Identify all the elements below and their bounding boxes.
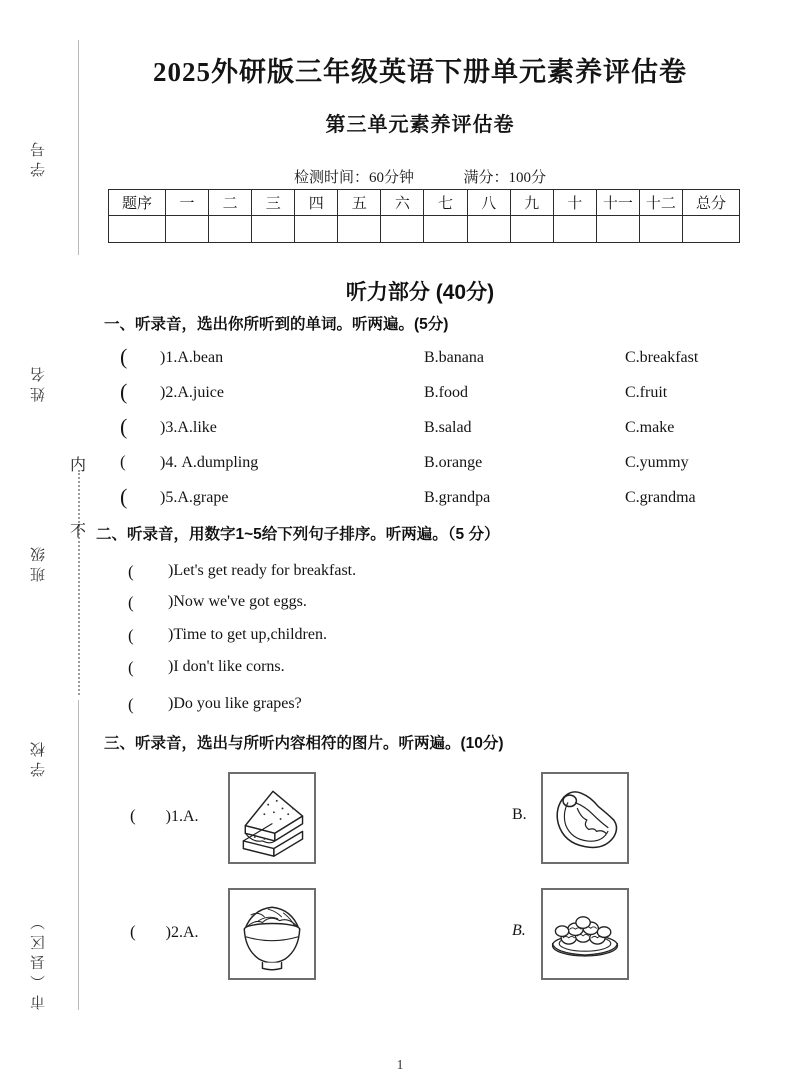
- seal-field-student-id: 学号: [30, 137, 47, 177]
- exam-meta: [100, 166, 740, 187]
- picture-option-b-label: B.: [512, 806, 527, 823]
- score-cell[interactable]: [553, 216, 596, 243]
- word-choice-row: [120, 379, 740, 412]
- score-cell[interactable]: [467, 216, 510, 243]
- score-cell[interactable]: [109, 216, 166, 243]
- question-3-heading: 三、听录音，选出与所听内容相符的图片。听两遍。(10分): [104, 735, 504, 752]
- score-table-header-cell: 八: [467, 190, 510, 216]
- question-1-heading: 一、听录音，选出你所听到的单词。听两遍。(5分): [104, 316, 449, 333]
- score-table-header-cell: 二: [209, 190, 252, 216]
- order-blank-paren[interactable]: (: [128, 593, 134, 612]
- word-choice-row: [120, 484, 740, 517]
- score-cell[interactable]: [424, 216, 467, 243]
- score-cell[interactable]: [596, 216, 639, 243]
- option-a[interactable]: )4. A.dumpling: [160, 454, 259, 471]
- ordering-row: [128, 658, 728, 688]
- score-table-header-cell: 九: [510, 190, 553, 216]
- answer-blank-paren[interactable]: (: [120, 379, 128, 404]
- score-cell[interactable]: [381, 216, 424, 243]
- option-c[interactable]: C.grandma: [625, 489, 696, 506]
- ordering-sentence: )Time to get up,children.: [168, 626, 327, 643]
- score-table-header-row: [109, 190, 740, 216]
- picture-option-b-box[interactable]: [541, 888, 629, 980]
- seal-notice-char-nei: 内: [70, 457, 87, 474]
- ordering-sentence: )Do you like grapes?: [168, 695, 302, 712]
- score-table-header-cell: 一: [166, 190, 209, 216]
- score-cell[interactable]: [683, 216, 740, 243]
- option-c[interactable]: C.make: [625, 419, 675, 436]
- seal-rule-top: [78, 40, 79, 255]
- score-table-header-cell: 总分: [683, 190, 740, 216]
- page-number: 1: [396, 1058, 404, 1073]
- option-c[interactable]: C.breakfast: [625, 349, 699, 366]
- score-table-header-cell: 六: [381, 190, 424, 216]
- ordering-sentence: )Let's get ready for breakfast.: [168, 562, 357, 579]
- page-subtitle: 第三单元素养评估卷: [325, 114, 515, 136]
- page-title: 2025外研版三年级英语下册单元素养评估卷: [153, 57, 687, 87]
- seal-margin: [0, 0, 100, 1092]
- picture-item-label[interactable]: [130, 806, 199, 826]
- answer-blank-paren[interactable]: (: [120, 452, 126, 471]
- option-a[interactable]: )3.A.like: [160, 419, 217, 436]
- ordering-row: [128, 593, 728, 623]
- answer-blank-paren[interactable]: (: [120, 414, 128, 439]
- option-a[interactable]: )2.A.juice: [160, 384, 224, 401]
- order-blank-paren[interactable]: (: [128, 626, 134, 645]
- score-table: [108, 189, 740, 243]
- option-c[interactable]: C.yummy: [625, 454, 689, 471]
- word-choice-row: [120, 344, 740, 377]
- score-cell[interactable]: [510, 216, 553, 243]
- option-a[interactable]: )5.A.grape: [160, 489, 229, 506]
- order-blank-paren[interactable]: (: [128, 695, 134, 714]
- seal-notice-char-bu: 不: [70, 523, 87, 540]
- score-cell[interactable]: [639, 216, 682, 243]
- order-blank-paren[interactable]: (: [128, 658, 134, 677]
- picture-option-a-label: )1.A.: [165, 808, 199, 825]
- exam-duration: 检测时间：60分钟: [293, 170, 414, 186]
- seal-field-city-county: 市（县区）: [30, 910, 47, 1010]
- seal-dotted-line: [78, 470, 80, 695]
- ordering-row: [128, 562, 728, 592]
- answer-blank-paren[interactable]: (: [120, 484, 128, 509]
- noodle-bowl-icon: [230, 890, 314, 978]
- score-cell[interactable]: [295, 216, 338, 243]
- score-cell[interactable]: [252, 216, 295, 243]
- picture-option-b-label: B.: [512, 922, 526, 939]
- score-cell[interactable]: [209, 216, 252, 243]
- seal-rule-bottom: [78, 700, 79, 1010]
- score-cell[interactable]: [338, 216, 381, 243]
- seal-field-class: 班级: [30, 542, 47, 582]
- option-b[interactable]: B.orange: [424, 454, 483, 471]
- ordering-row: [128, 626, 728, 656]
- answer-blank-paren[interactable]: (: [120, 344, 128, 369]
- dumpling-plate-icon: [543, 890, 627, 978]
- picture-option-a-box[interactable]: [228, 888, 316, 980]
- option-b[interactable]: B.grandpa: [424, 489, 491, 506]
- ordering-sentence: )Now we've got eggs.: [168, 593, 307, 610]
- option-c[interactable]: C.fruit: [625, 384, 668, 401]
- score-table-header-cell: 十一: [596, 190, 639, 216]
- exam-total-score: 满分：100分: [463, 170, 547, 186]
- option-b[interactable]: B.banana: [424, 349, 484, 366]
- sandwich-icon: [230, 774, 314, 862]
- picture-option-b-box[interactable]: [541, 772, 629, 864]
- score-table-header-cell: 七: [424, 190, 467, 216]
- picture-option-a-label: )2.A.: [165, 924, 199, 941]
- word-choice-row: [120, 414, 740, 447]
- ordering-sentence: )I don't like corns.: [168, 658, 285, 675]
- seal-field-name: 姓名: [30, 362, 47, 402]
- option-a[interactable]: )1.A.bean: [160, 349, 224, 366]
- question-2-heading: 二、听录音，用数字1~5给下列句子排序。听两遍。（5 分）: [96, 526, 500, 543]
- hotdog-icon: [543, 774, 627, 862]
- ordering-row: [128, 695, 728, 725]
- score-table-entry-row: [109, 216, 740, 243]
- option-b[interactable]: B.salad: [424, 419, 472, 436]
- order-blank-paren[interactable]: (: [128, 562, 134, 581]
- score-table-header-cell: 四: [295, 190, 338, 216]
- seal-field-school: 学校: [30, 737, 47, 777]
- score-table-header-cell: 三: [252, 190, 295, 216]
- score-table-header-cell: 五: [338, 190, 381, 216]
- picture-option-a-box[interactable]: [228, 772, 316, 864]
- score-table-header-cell: 十二: [639, 190, 682, 216]
- picture-blank-paren[interactable]: (: [130, 922, 136, 941]
- score-table-header-cell: 十: [553, 190, 596, 216]
- picture-blank-paren[interactable]: (: [130, 806, 136, 825]
- score-table-header-cell: 题序: [109, 190, 166, 216]
- listening-section-banner: 听力部分 (40分): [345, 281, 495, 304]
- picture-item-label[interactable]: [130, 922, 199, 942]
- word-choice-row: [120, 452, 740, 482]
- score-cell[interactable]: [166, 216, 209, 243]
- option-b[interactable]: B.food: [424, 384, 468, 401]
